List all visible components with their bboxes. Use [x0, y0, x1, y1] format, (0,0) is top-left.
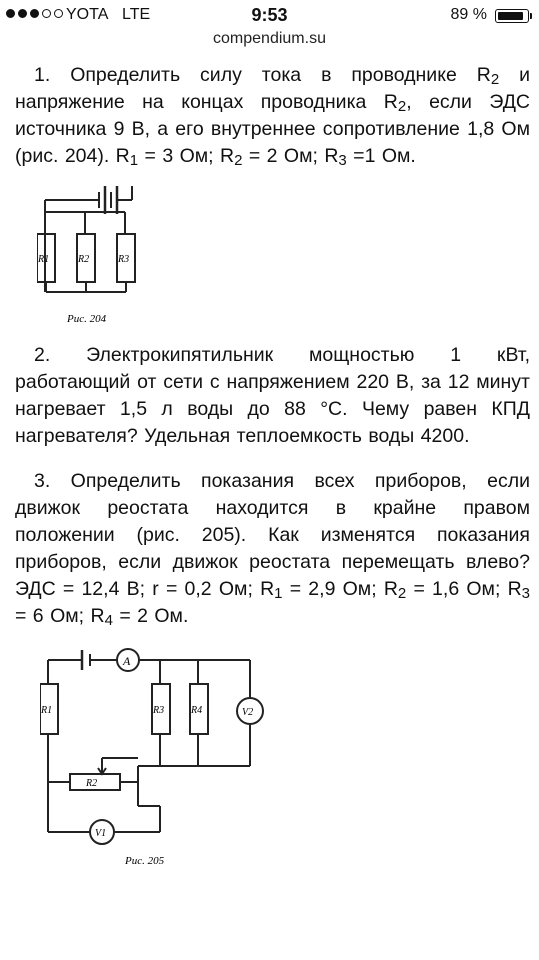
fig204-r2-label: R2 — [78, 254, 90, 265]
network-type: LTE — [122, 6, 151, 23]
battery-percent: 89 % — [450, 6, 487, 23]
fig204-caption: Рис. 204 — [67, 313, 107, 325]
fig205-v2-label: V2 — [242, 707, 254, 718]
problem-3: 3. Определить показания всех приборов, если движок реостата находится в крайне правом положении (рис. 205). Как изменятся показания приборов, если движок реостата перемещать влево? ЭДС = 12,4 В; r = 0,2 Ом; $R_1 = 2,9$ Ом; $R_2 = 1,6$ Ом; $R_3 = 6$ Ом; $R_4 = 2$ Ом. — [15, 470, 530, 629]
problem-1: 1. Определить силу тока в проводнике $R_2$ и напряжение на концах проводника $R_2$, если ЭДС источника 9 В, а его внутреннее сопротивление 1,8 Ом (рис. 204). $R_1 = 3$ Ом; $R_2 = 2$ Ом; $R_3 =1$ Ом. — [15, 64, 531, 169]
fig205-r3-label: R3 — [153, 705, 165, 716]
fig204-r1-label: R1 — [38, 254, 50, 265]
page-content — [15, 62, 530, 871]
carrier-name: YOTA — [66, 6, 109, 23]
fig205-r1-label: R1 — [41, 705, 53, 716]
clock: 9:53 — [251, 5, 288, 25]
figure-205-circuit — [40, 646, 300, 871]
status-bar — [0, 0, 539, 30]
fig205-r2-label: R2 — [86, 778, 98, 789]
battery-icon — [495, 9, 529, 23]
problem-2: 2. Электрокипятильник мощностью 1 кВт, работающий от сети с напряжением 220 В, за 12 минут нагревает 1,5 л воды до 88 °С. Чему равен КПД нагревателя? Удельная теплоемкость воды 4200. — [15, 344, 530, 447]
figure-204-circuit — [37, 182, 197, 332]
address-bar[interactable]: compendium.su — [213, 30, 326, 47]
fig205-caption: Рис. 205 — [125, 855, 165, 867]
fig205-ammeter-label: A — [123, 654, 131, 668]
fig205-v1-label: V1 — [95, 828, 107, 839]
fig205-r4-label: R4 — [191, 705, 203, 716]
fig204-r3-label: R3 — [118, 254, 130, 265]
